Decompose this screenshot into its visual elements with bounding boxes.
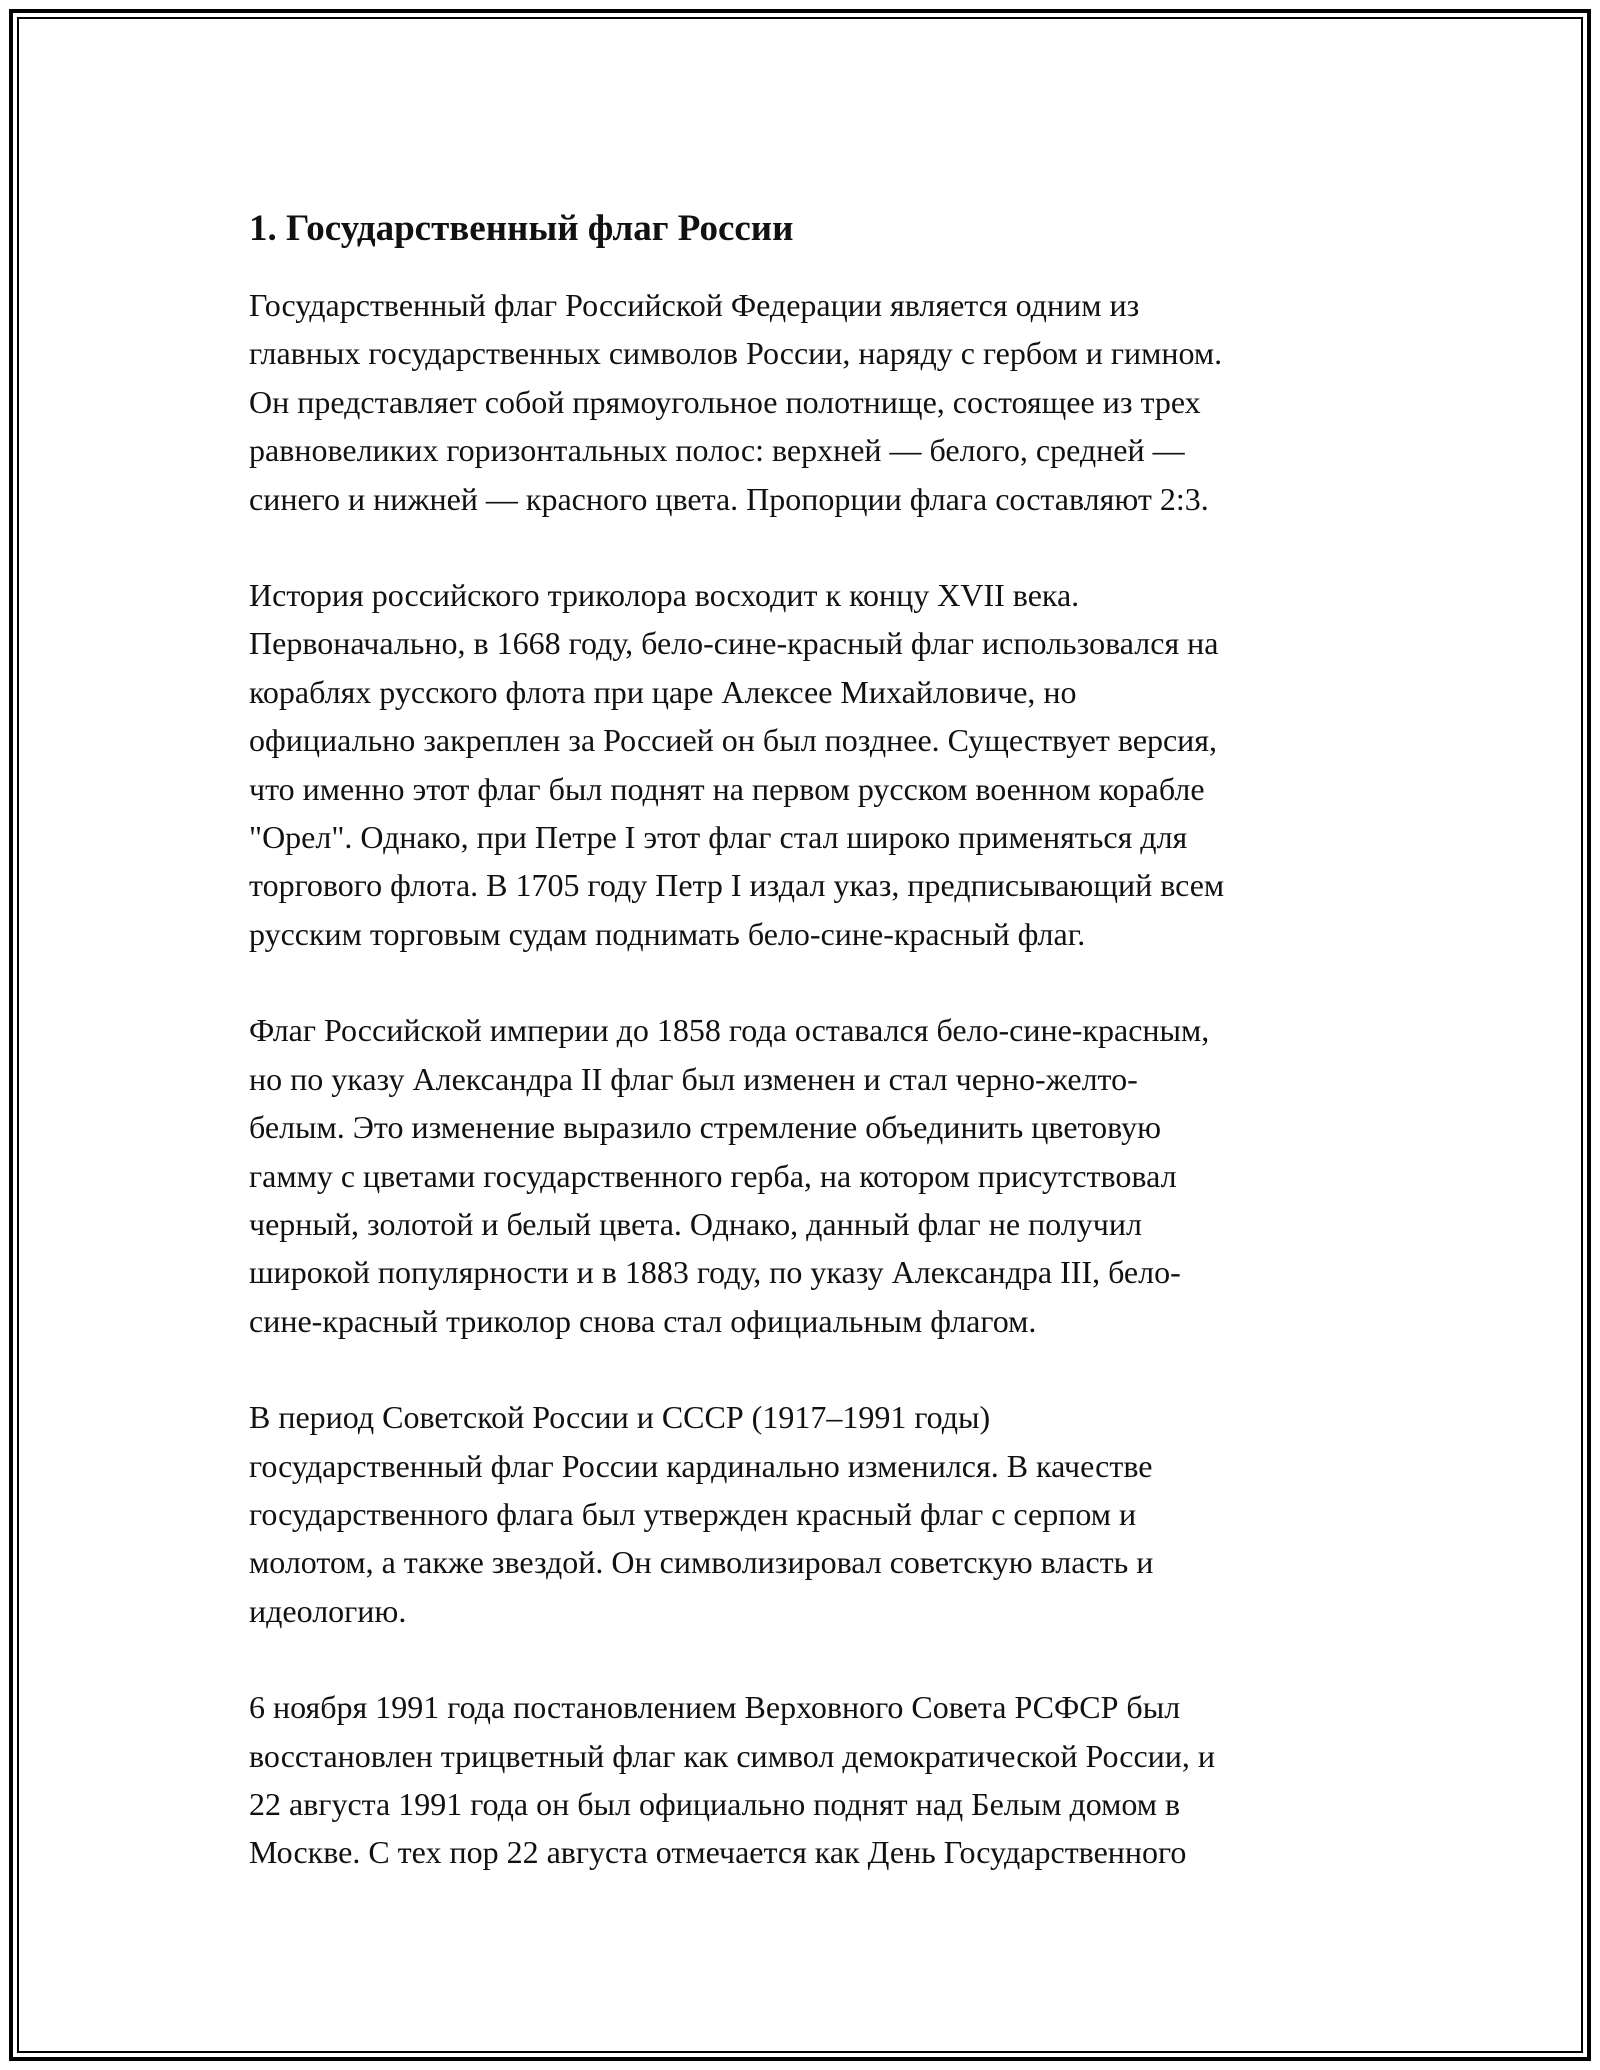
text-line: Флаг Российской империи до 1858 года оставался бело-сине-красным, [249, 1012, 1210, 1049]
text-line: государственный флаг России кардинально изменился. В качестве [249, 1447, 1153, 1484]
paragraph-empire-flag [249, 1006, 1399, 1345]
paragraph-soviet-period [249, 1393, 1399, 1635]
text-line: восстановлен трицветный флаг как символ демократической России, и [249, 1737, 1216, 1774]
text-line: идеологию. [249, 1592, 407, 1629]
page-frame [9, 9, 1591, 2061]
text-line: кораблях русского флота при царе Алексее Михайловиче, но [249, 673, 1077, 710]
text-line: но по указу Александра II флаг был изменен и стал черно-желто- [249, 1060, 1138, 1097]
text-line: молотом, а также звездой. Он символизировал советскую власть и [249, 1544, 1154, 1581]
text-line: Он представляет собой прямоугольное полотнище, состоящее из трех [249, 383, 1201, 420]
text-line: что именно этот флаг был поднят на первом русском военном корабле [249, 770, 1205, 807]
text-line: В период Советской России и СССР (1917–1991 годы) [249, 1399, 991, 1436]
text-line: русским торговым судам поднимать бело-сине-красный флаг. [249, 915, 1086, 952]
section-heading: 1. Государственный флаг России [249, 208, 794, 249]
text-line: равновеликих горизонтальных полос: верхней — белого, средней — [249, 432, 1185, 469]
text-line: белым. Это изменение выразило стремление объединить цветовую [249, 1109, 1161, 1146]
text-line: Москве. С тех пор 22 августа отмечается как День Государственного [249, 1834, 1187, 1871]
document-body [249, 201, 1399, 1877]
paragraph-restoration-1991 [249, 1683, 1399, 1877]
text-line: 22 августа 1991 года он был официально поднят над Белым домом в [249, 1785, 1181, 1822]
paragraph-tricolor-history [249, 571, 1399, 958]
text-line: государственного флага был утвержден красный флаг с серпом и [249, 1495, 1137, 1532]
text-line: широкой популярности и в 1883 году, по указу Александра III, бело- [249, 1254, 1181, 1291]
text-line: главных государственных символов России, наряду с гербом и гимном. [249, 335, 1223, 372]
text-line: Государственный флаг Российской Федерации является одним из [249, 287, 1140, 323]
paragraph-flag-description [249, 281, 1399, 523]
text-line: 6 ноября 1991 года постановлением Верховного Совета РСФСР был [249, 1689, 1181, 1726]
text-line: торгового флота. В 1705 году Петр I издал указ, предписывающий всем [249, 867, 1225, 904]
text-line: "Орел". Однако, при Петре I этот флаг стал широко применяться для [249, 819, 1188, 856]
text-line: сине-красный триколор снова стал официальным флагом. [249, 1302, 1037, 1339]
text-line: гамму с цветами государственного герба, на котором присутствовал [249, 1157, 1177, 1194]
text-line: Первоначально, в 1668 году, бело-сине-красный флаг использовался на [249, 625, 1219, 662]
text-line: История российского триколора восходит к концу XVII века. [249, 577, 1080, 614]
text-line: синего и нижней — красного цвета. Пропорции флага составляют 2:3. [249, 480, 1209, 517]
text-line: официально закреплен за Россией он был позднее. Существует версия, [249, 722, 1217, 759]
text-line: черный, золотой и белый цвета. Однако, данный флаг не получил [249, 1205, 1142, 1242]
